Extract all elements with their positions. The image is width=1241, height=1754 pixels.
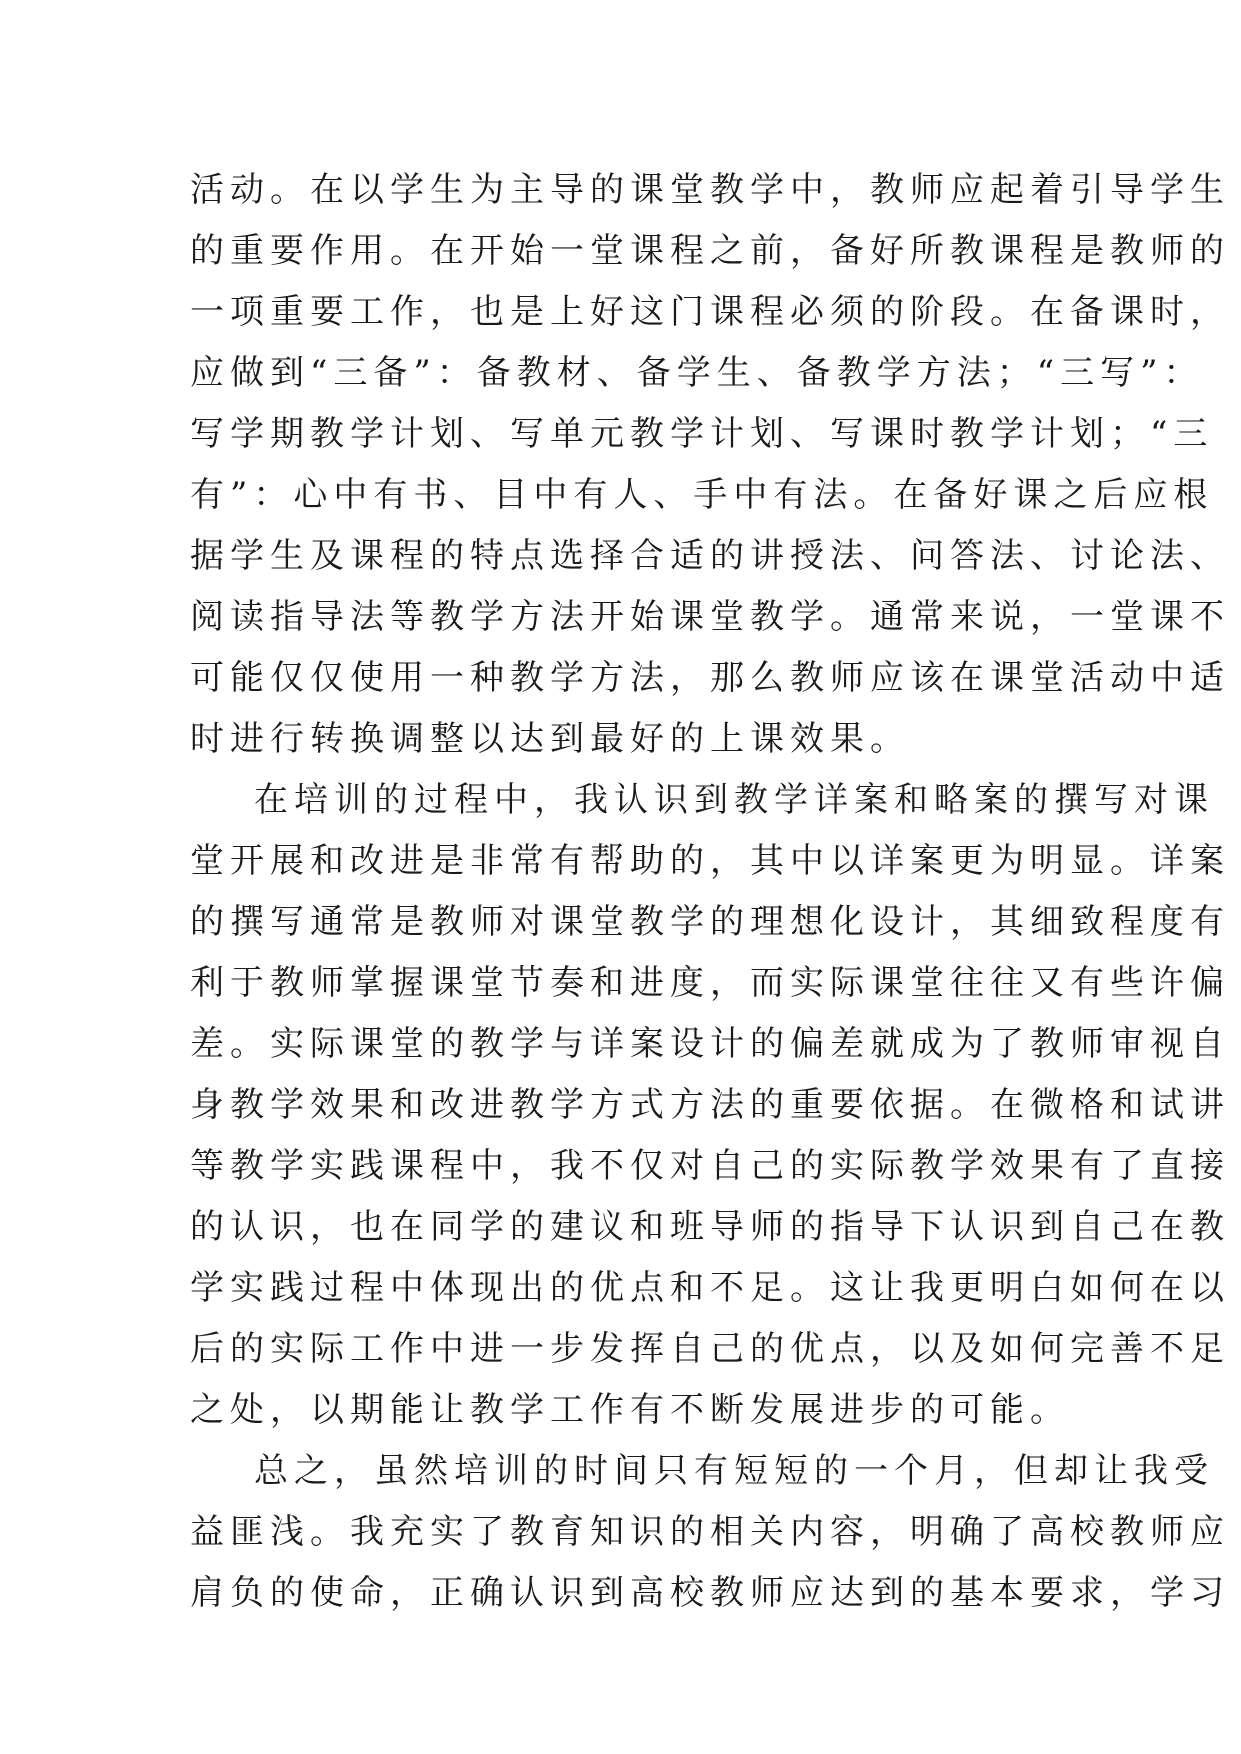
text-line: 写学期教学计划、写单元教学计划、写课时教学计划；“三 — [190, 414, 1214, 454]
body-text — [190, 160, 1230, 1624]
paragraph-start-line: 在培训的过程中，我认识到教学详案和略案的撰写对课 — [254, 780, 1214, 820]
text-line: 利于教师掌握课堂节奏和进度，而实际课堂往往又有些许偏 — [190, 963, 1230, 1003]
paragraph-start-line: 总之，虽然培训的时间只有短短的一个月，但却让我受 — [254, 1451, 1214, 1491]
text-line: 后的实际工作中进一步发挥自己的优点，以及如何完善不足 — [190, 1329, 1230, 1369]
text-line: 应做到“三备”：备教材、备学生、备教学方法；“三写”： — [190, 353, 1204, 393]
text-line: 阅读指导法等教学方法开始课堂教学。通常来说，一堂课不 — [190, 597, 1230, 637]
text-line: 有”：心中有书、目中有人、手中有法。在备好课之后应根 — [190, 475, 1214, 515]
text-line: 可能仅仅使用一种教学方法，那么教师应该在课堂活动中适 — [190, 658, 1230, 698]
text-line: 时进行转换调整以达到最好的上课效果。 — [190, 719, 910, 759]
text-line: 差。实际课堂的教学与详案设计的偏差就成为了教师审视自 — [190, 1024, 1230, 1064]
text-line: 益匪浅。我充实了教育知识的相关内容，明确了高校教师应 — [190, 1512, 1230, 1552]
text-line: 等教学实践课程中，我不仅对自己的实际教学效果有了直接 — [190, 1146, 1230, 1186]
text-line: 身教学效果和改进教学方式方法的重要依据。在微格和试讲 — [190, 1085, 1230, 1125]
text-line: 的认识，也在同学的建议和班导师的指导下认识到自己在教 — [190, 1207, 1230, 1247]
text-line: 的撰写通常是教师对课堂教学的理想化设计，其细致程度有 — [190, 902, 1230, 942]
text-line: 据学生及课程的特点选择合适的讲授法、问答法、讨论法、 — [190, 536, 1230, 576]
text-line: 的重要作用。在开始一堂课程之前，备好所教课程是教师的 — [190, 231, 1230, 271]
text-line: 之处，以期能让教学工作有不断发展进步的可能。 — [190, 1390, 1070, 1430]
text-line: 活动。在以学生为主导的课堂教学中，教师应起着引导学生 — [190, 170, 1230, 210]
text-line: 一项重要工作，也是上好这门课程必须的阶段。在备课时， — [190, 292, 1230, 332]
text-line: 学实践过程中体现出的优点和不足。这让我更明白如何在以 — [190, 1268, 1230, 1308]
text-line: 肩负的使命，正确认识到高校教师应达到的基本要求，学习 — [190, 1573, 1230, 1613]
text-line: 堂开展和改进是非常有帮助的，其中以详案更为明显。详案 — [190, 841, 1230, 881]
